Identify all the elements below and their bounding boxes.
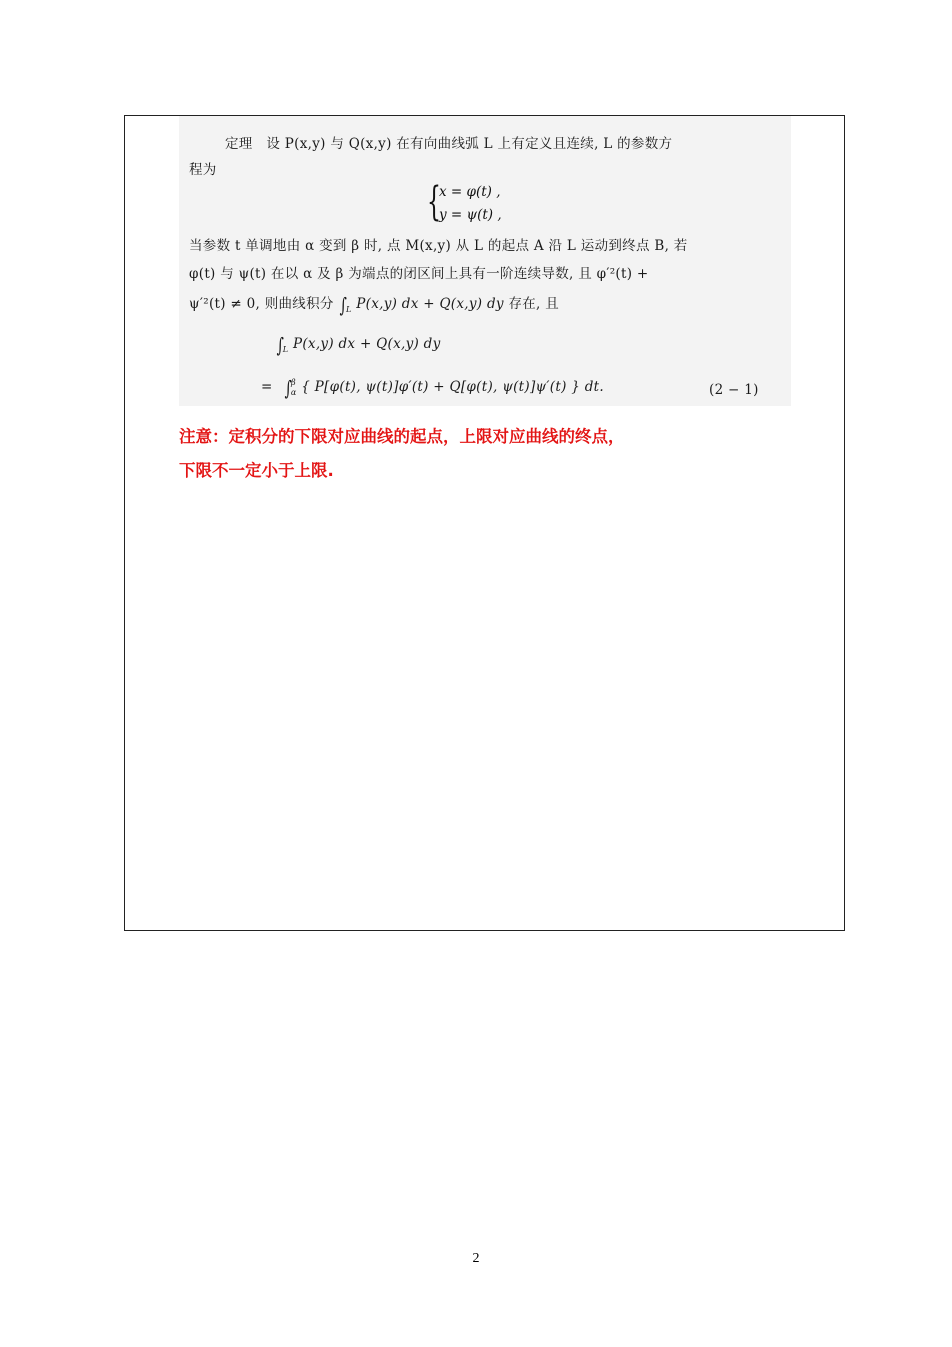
note-line-2: 下限不一定小于上限. [179,461,334,480]
equation-number: (2 − 1) [709,382,759,398]
integral-subscript: L [282,345,289,354]
line5-prefix: ψ′²(t) ≠ 0, 则曲线积分 [189,296,334,312]
definite-integral-sign: ∫ [284,376,293,400]
integral-subscript: L [346,305,352,314]
note-line-1: 注意：定积分的下限对应曲线的起点，上限对应曲线的终点， [179,427,625,446]
page-number: 2 [472,1251,480,1266]
theorem-line-4: φ(t) 与 ψ(t) 在以 α 及 β 为端点的闭区间上具有一阶连续导数, 且 φ′²(t) + [189,266,649,282]
line5-suffix: 存在, 且 [508,296,560,312]
integral-sign: ∫ [339,293,348,317]
line5-integrand: P(x,y) dx + Q(x,y) dy [356,296,504,312]
system-row-x: x = φ(t) , [439,184,501,200]
brace-symbol: { [427,179,441,225]
theorem-line-1: 定理 设 P(x,y) 与 Q(x,y) 在有向曲线弧 L 上有定义且连续, L 的参数方 [225,136,673,152]
system-row-y: y = ψ(t) , [439,207,502,223]
theorem-line-2: 程为 [189,162,217,178]
theorem-scan [179,116,791,406]
upper-limit: β [290,378,296,387]
formula-equals: = [261,379,273,395]
content-frame [124,115,845,931]
integral-sign: ∫ [276,333,285,357]
formula-l2-integrand: { P[φ(t), ψ(t)]φ′(t) + Q[φ(t), ψ(t)]ψ′(t) } dt. [301,379,604,395]
formula-l1-integrand: P(x,y) dx + Q(x,y) dy [292,336,441,352]
formula-line-2 [261,376,604,400]
lower-limit: α [290,388,297,397]
theorem-line-3: 当参数 t 单调地由 α 变到 β 时, 点 M(x,y) 从 L 的起点 A 沿 L 运动到终点 B, 若 [189,238,688,254]
theorem-line-5 [189,292,560,317]
formula-line-1 [275,333,441,357]
parametric-system [427,179,547,228]
